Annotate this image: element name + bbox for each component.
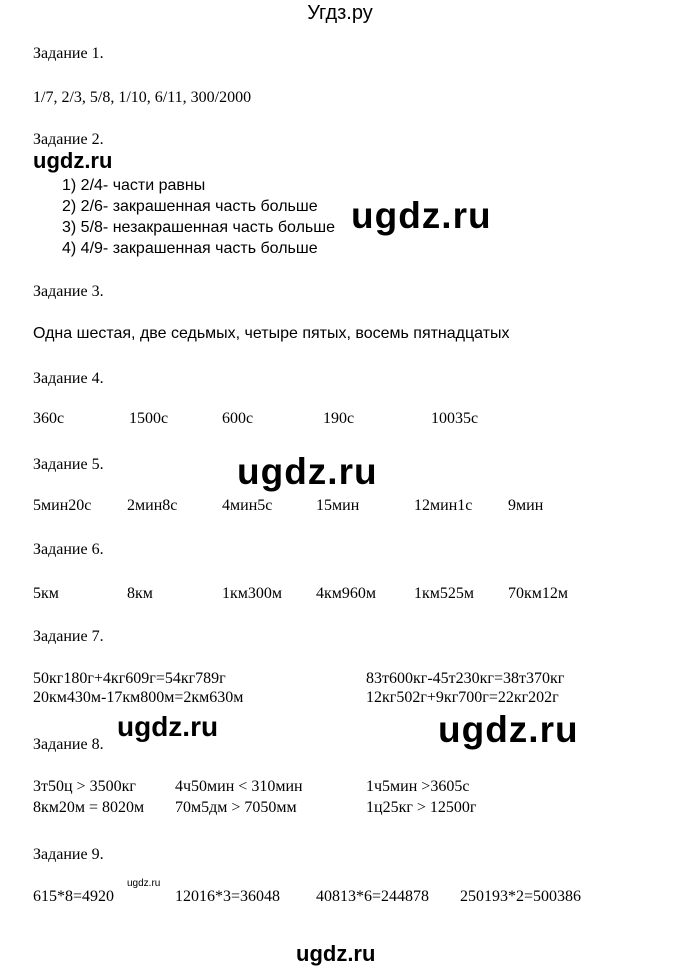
task-5-value: 5мин20с [33, 497, 92, 514]
task-9-title: Задание 9. [33, 846, 104, 863]
task-8-comparison: 1ч5мин >3605с [366, 778, 470, 795]
task-9-equation: 250193*2=500386 [460, 888, 582, 905]
task-6-value: 1км300м [222, 585, 283, 602]
task-6-title: Задание 6. [33, 541, 104, 558]
task-3-title: Задание 3. [33, 283, 104, 300]
task-4-title: Задание 4. [33, 370, 104, 387]
task-9-equation: 12016*3=36048 [175, 888, 281, 905]
list-item: 2) 2/6- закрашенная часть больше [62, 198, 318, 215]
task-1-title: Задание 1. [33, 45, 104, 62]
task-8-comparison: 3т50ц > 3500кг [33, 778, 136, 795]
task-4-value: 360с [33, 410, 65, 427]
list-item: 3) 5/8- незакрашенная часть больше [62, 219, 335, 236]
task-8-comparison: 1ц25кг > 12500г [366, 799, 477, 816]
list-item: 1) 2/4- части равны [62, 177, 206, 194]
watermark-logo: ugdz.ru [117, 711, 219, 742]
task-4-value: 10035с [431, 410, 479, 427]
task-9-equation: 40813*6=244878 [316, 888, 430, 905]
task-8-title: Задание 8. [33, 736, 104, 753]
watermark-logo: ugdz.ru [296, 941, 376, 966]
task-8-comparison: 8км20м = 8020м [33, 799, 145, 816]
watermark-logo: ugdz.ru [33, 148, 113, 173]
task-6-value: 4км960м [316, 585, 377, 602]
task-6-value: 1км525м [414, 585, 475, 602]
task-5-value: 4мин5с [222, 497, 273, 514]
list-item: 4) 4/9- закрашенная часть больше [62, 240, 318, 257]
task-7-equation: 20км430м-17км800м=2км630м [33, 689, 244, 706]
task-4-value: 600с [222, 410, 254, 427]
task-6-value: 70км12м [508, 585, 569, 602]
task-8-comparison: 70м5дм > 7050мм [175, 799, 297, 816]
task-5-value: 9мин [508, 497, 544, 514]
task-5-value: 15мин [316, 497, 360, 514]
watermark-logo: ugdz.ru [237, 451, 378, 492]
task-7-equation: 50кг180г+4кг609г=54кг789г [33, 670, 226, 687]
task-5-value: 2мин8с [127, 497, 178, 514]
task-6-value: 5км [33, 585, 59, 602]
task-2-list [62, 175, 335, 259]
task-7-equation: 83т600кг-45т230кг=38т370кг [366, 670, 565, 687]
task-5-title: Задание 5. [33, 456, 104, 473]
task-7-title: Задание 7. [33, 628, 104, 645]
task-9-equation: 615*8=4920 [33, 888, 115, 905]
task-7-equation: 12кг502г+9кг700г=22кг202г [366, 689, 559, 706]
task-5-value: 12мин1с [414, 497, 473, 514]
task-4-value: 1500с [129, 410, 169, 427]
task-1-answer: 1/7, 2/3, 5/8, 1/10, 6/11, 300/2000 [33, 89, 252, 106]
task-8-comparison: 4ч50мин < 310мин [175, 778, 303, 795]
task-2-title: Задание 2. [33, 131, 104, 148]
watermark-logo: ugdz.ru [438, 709, 579, 750]
task-6-value: 8км [127, 585, 153, 602]
watermark-logo: ugdz.ru [351, 195, 492, 236]
page-title: Угдз.ру [307, 2, 373, 24]
watermark-logo: ugdz.ru [127, 878, 161, 889]
task-4-value: 190с [323, 410, 355, 427]
task-3-answer: Одна шестая, две седьмых, четыре пятых, восемь пятнадцатых [33, 325, 510, 342]
